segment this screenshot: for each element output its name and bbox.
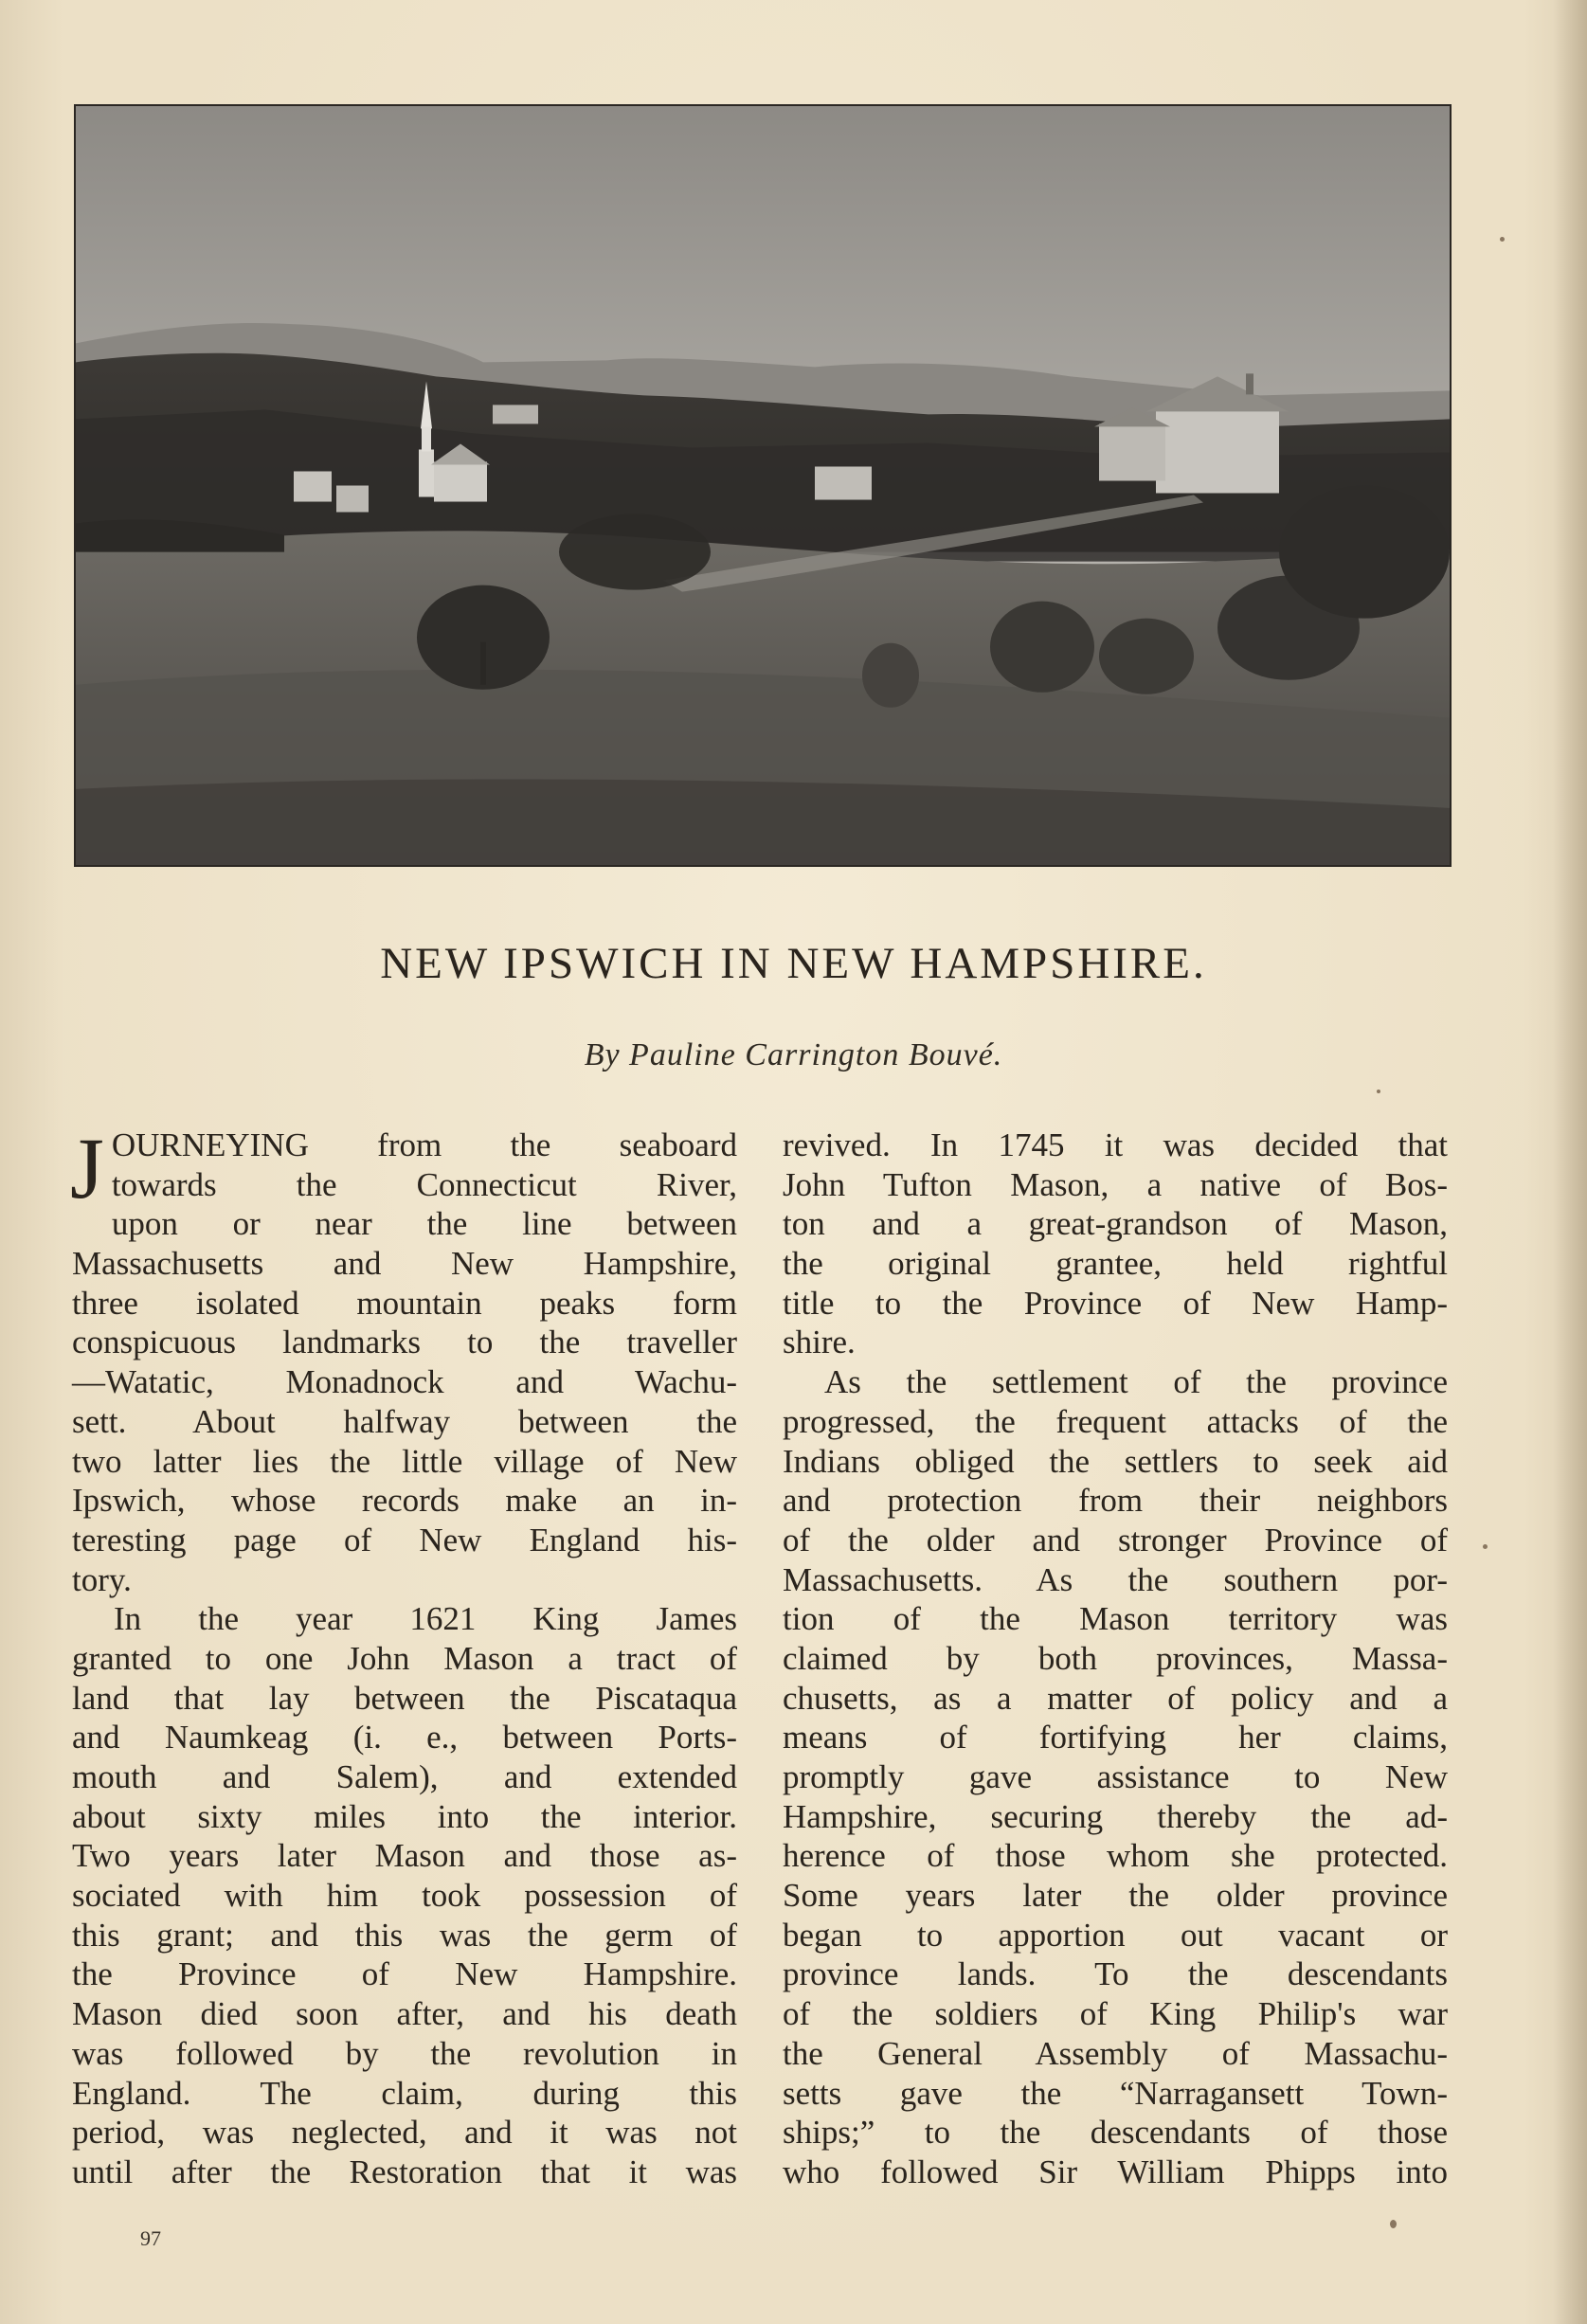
- text-line: mouth and Salem), and extended: [72, 1758, 737, 1795]
- text-line: John Tufton Mason, a native of Bos-: [783, 1165, 1448, 1203]
- text-line: In the year 1621 King James: [114, 1600, 737, 1638]
- text-line: three isolated mountain peaks form: [72, 1284, 737, 1322]
- text-line: began to apportion out vacant or: [783, 1916, 1448, 1954]
- text-line: setts gave the “Narragansett Town-: [783, 2074, 1448, 2112]
- page-number: 97: [140, 2226, 161, 2250]
- text-line: revived. In 1745 it was decided that: [783, 1126, 1448, 1163]
- paper-speck: [1483, 1544, 1488, 1549]
- paragraph-4: [783, 1362, 1448, 2191]
- landscape-photo: [74, 104, 1452, 867]
- text-line: Hampshire, securing thereby the ad-: [783, 1797, 1448, 1835]
- text-line: tory.: [72, 1560, 132, 1598]
- landscape-photo-icon: [76, 106, 1450, 865]
- text-line: shire.: [783, 1324, 856, 1361]
- left-text-column: [70, 1120, 737, 2192]
- text-line: means of fortifying her claims,: [783, 1719, 1448, 1757]
- text-line: Some years later the older province: [783, 1877, 1448, 1915]
- drop-cap: J: [70, 1120, 104, 1216]
- text-line: the General Assembly of Massachu-: [783, 2034, 1448, 2072]
- paper-speck: [1377, 1090, 1380, 1093]
- text-line: claimed by both provinces, Massa-: [783, 1639, 1448, 1677]
- text-line: upon or near the line between: [111, 1205, 737, 1243]
- text-line: Massachusetts and New Hampshire,: [72, 1245, 737, 1283]
- text-line: Two years later Mason and those as-: [72, 1837, 737, 1875]
- text-line: Ipswich, whose records make an in-: [72, 1482, 737, 1520]
- text-line: progressed, the frequent attacks of the: [783, 1402, 1448, 1440]
- text-line: land that lay between the Piscataqua: [72, 1679, 737, 1717]
- paragraph-1: [70, 1120, 737, 1599]
- text-line: ships;” to the descendants of those: [783, 2114, 1448, 2152]
- text-line: Massachusetts. As the southern por-: [783, 1560, 1448, 1598]
- text-line: two latter lies the little village of New: [72, 1442, 737, 1480]
- text-line: ton and a great-grandson of Mason,: [783, 1205, 1448, 1243]
- text-line: sett. About halfway between the: [72, 1402, 737, 1440]
- text-line: tion of the Mason territory was: [783, 1600, 1448, 1638]
- text-line: period, was neglected, and it was not: [72, 2114, 737, 2152]
- text-line: and Naumkeag (i. e., between Ports-: [72, 1719, 737, 1757]
- text-line: —Watatic, Monadnock and Wachu-: [72, 1363, 737, 1401]
- text-line: teresting page of New England his-: [72, 1521, 737, 1558]
- text-line: about sixty miles into the interior.: [72, 1797, 737, 1835]
- text-line: the original grantee, held rightful: [783, 1245, 1448, 1283]
- text-line: As the settlement of the province: [824, 1363, 1448, 1401]
- page-spine-shadow: [1553, 0, 1587, 2324]
- text-line: chusetts, as a matter of policy and a: [783, 1679, 1448, 1717]
- text-line: of the older and stronger Province of: [783, 1521, 1448, 1558]
- text-line: this grant; and this was the germ of: [72, 1916, 737, 1954]
- article-title: NEW IPSWICH IN NEW HAMPSHIRE.: [380, 939, 1207, 988]
- text-line: title to the Province of New Hamp-: [783, 1284, 1448, 1322]
- text-line: was followed by the revolution in: [72, 2034, 737, 2072]
- text-line: Indians obliged the settlers to seek aid: [783, 1442, 1448, 1480]
- text-line: and protection from their neighbors: [783, 1482, 1448, 1520]
- text-line: Mason died soon after, and his death: [72, 1995, 737, 2033]
- paragraph-3: [783, 1126, 1448, 1362]
- text-line: granted to one John Mason a tract of: [72, 1639, 737, 1677]
- text-line: promptly gave assistance to New: [783, 1758, 1448, 1795]
- text-line: the Province of New Hampshire.: [72, 1955, 737, 1993]
- text-line: towards the Connecticut River,: [111, 1165, 737, 1203]
- text-line: who followed Sir William Phipps into: [783, 2153, 1448, 2190]
- text-line: OURNEYING from the seaboard: [111, 1126, 737, 1163]
- text-line: of the soldiers of King Philip's war: [783, 1995, 1448, 2033]
- text-line: England. The claim, during this: [72, 2074, 737, 2112]
- article-byline: By Pauline Carrington Bouvé.: [584, 1037, 1003, 1072]
- paper-speck: [1500, 237, 1505, 242]
- text-line: until after the Restoration that it was: [72, 2153, 737, 2190]
- text-line: herence of those whom she protected.: [783, 1837, 1448, 1875]
- paragraph-2: [72, 1599, 737, 2191]
- text-line: sociated with him took possession of: [72, 1877, 737, 1915]
- text-line: conspicuous landmarks to the traveller: [72, 1324, 737, 1361]
- paper-speck: [1390, 2220, 1397, 2228]
- right-text-column: [783, 1126, 1448, 2192]
- text-line: province lands. To the descendants: [783, 1955, 1448, 1993]
